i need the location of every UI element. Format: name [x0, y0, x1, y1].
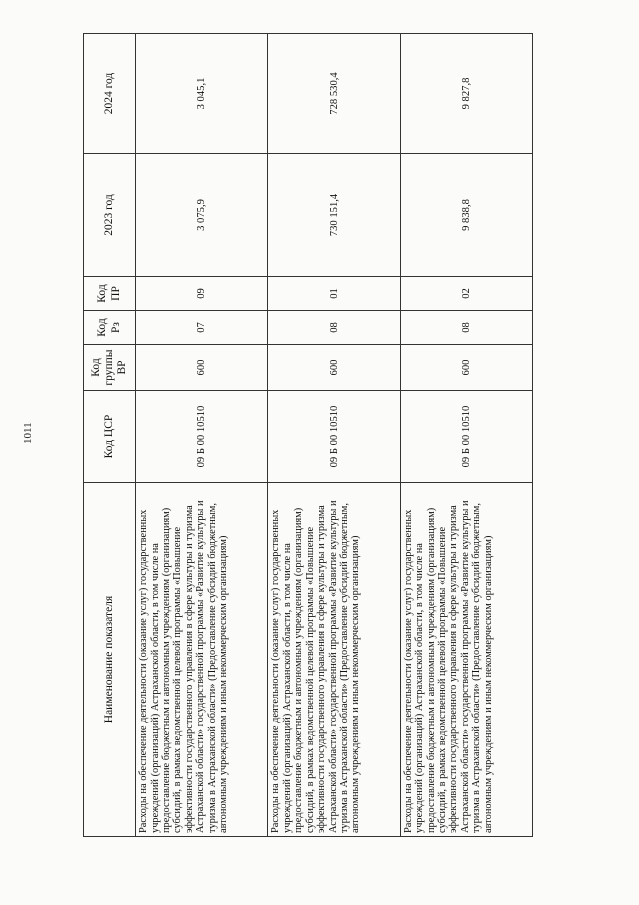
- row-rz: 08: [400, 311, 532, 345]
- budget-table: [83, 33, 533, 837]
- row-name: Расходы на обеспечение деятельности (оказание услуг) государственных учреждений (организаций) Астраханской области, в том числе на предоставление бюджетным и автономным учреждениям (организациям) субсидий, в рамках ведомственной целевой программы «Повышение эффективности государственного управления в сфере культуры и туризма Астраханской области» государственной программы «Развитие культуры и туризма в Астраханской области» (Предоставление субсидий бюджетным, автономным учреждениям и иным некоммерческим организациям): [136, 483, 268, 837]
- header-2023: 2023 год: [84, 154, 136, 277]
- budget-table-container: [83, 34, 533, 837]
- table-row: [268, 34, 400, 837]
- row-pr: 01: [268, 277, 400, 311]
- row-2023: 730 151,4: [268, 154, 400, 277]
- table-row: [400, 34, 532, 837]
- header-rz: Код Рз: [84, 311, 136, 345]
- row-pr: 09: [136, 277, 268, 311]
- header-name: Наименование показателя: [84, 483, 136, 837]
- row-2024: 728 530,4: [268, 34, 400, 154]
- row-name: Расходы на обеспечение деятельности (оказание услуг) государственных учреждений (организаций) Астраханской области, в том числе на предоставление бюджетным и автономным учреждениям (организациям) субсидий, в рамках ведомственной целевой программы «Повышение эффективности государственного управления в сфере культуры и туризма Астраханской области» государственной программы «Развитие культуры и туризма в Астраханской области» (Предоставление субсидий бюджетным, автономным учреждениям и иным некоммерческим организациям): [400, 483, 532, 837]
- row-vr: 600: [136, 345, 268, 391]
- row-rz: 07: [136, 311, 268, 345]
- table-row: [136, 34, 268, 837]
- page-number: 1011: [22, 422, 34, 444]
- row-2024: 3 045,1: [136, 34, 268, 154]
- header-2024: 2024 год: [84, 34, 136, 154]
- header-vr: Код группы ВР: [84, 345, 136, 391]
- row-vr: 600: [268, 345, 400, 391]
- row-2023: 3 075,9: [136, 154, 268, 277]
- row-pr: 02: [400, 277, 532, 311]
- row-name: Расходы на обеспечение деятельности (оказание услуг) государственных учреждений (организаций) Астраханской области, в том числе на предоставление бюджетным и автономным учреждениям (организациям) субсидий, в рамках ведомственной целевой программы «Повышение эффективности государственного управления в сфере культуры и туризма Астраханской области» государственной программы «Развитие культуры и туризма в Астраханской области» (Предоставление субсидий бюджетным, автономным учреждениям и иным некоммерческим организациям): [268, 483, 400, 837]
- table-header-row: [84, 34, 136, 837]
- row-rz: 08: [268, 311, 400, 345]
- header-csr: Код ЦСР: [84, 391, 136, 483]
- row-vr: 600: [400, 345, 532, 391]
- row-csr: 09 Б 00 10510: [400, 391, 532, 483]
- row-csr: 09 Б 00 10510: [268, 391, 400, 483]
- header-pr: Код ПР: [84, 277, 136, 311]
- row-2023: 9 838,8: [400, 154, 532, 277]
- row-2024: 9 827,8: [400, 34, 532, 154]
- row-csr: 09 Б 00 10510: [136, 391, 268, 483]
